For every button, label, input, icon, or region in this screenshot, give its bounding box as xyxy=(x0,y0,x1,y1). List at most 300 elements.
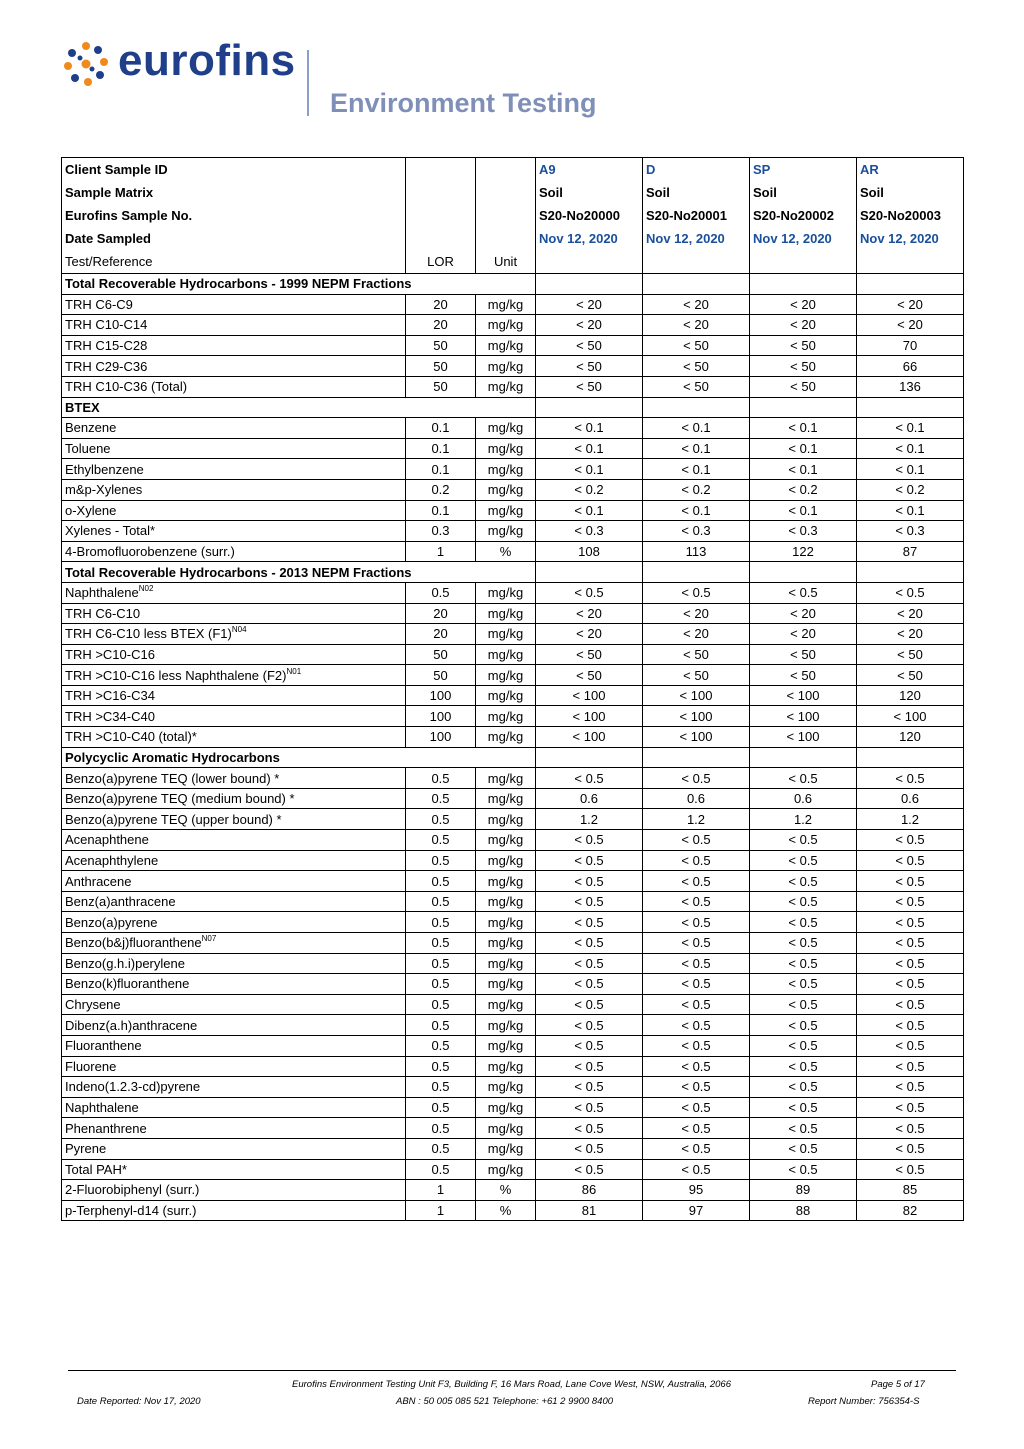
analyte-cell xyxy=(62,1056,406,1077)
result-value: < 0.5 xyxy=(643,933,750,954)
lor-value: 0.5 xyxy=(406,891,476,912)
eurofins-logo-icon xyxy=(62,40,110,88)
result-value: < 0.1 xyxy=(643,438,750,459)
result-value: 0.6 xyxy=(536,788,643,809)
unit-value: % xyxy=(476,1180,536,1201)
header-blank xyxy=(750,250,857,274)
lor-value: 100 xyxy=(406,727,476,748)
sample-number: S20-No20000 xyxy=(536,204,643,227)
analyte-cell xyxy=(62,1200,406,1221)
analyte-name: Naphthalene xyxy=(65,1100,139,1116)
unit-value: mg/kg xyxy=(476,479,536,500)
result-value: < 0.5 xyxy=(857,1077,964,1098)
lor-value: 20 xyxy=(406,603,476,624)
analyte-cell xyxy=(62,830,406,851)
result-value: < 100 xyxy=(750,706,857,727)
result-value: < 0.2 xyxy=(857,479,964,500)
result-value: < 0.5 xyxy=(857,891,964,912)
result-value: 87 xyxy=(857,541,964,562)
analyte-cell xyxy=(62,871,406,892)
result-value: < 0.5 xyxy=(750,768,857,789)
analyte-cell xyxy=(62,1138,406,1159)
unit-value: mg/kg xyxy=(476,294,536,315)
header-blank xyxy=(643,250,750,274)
result-value: < 0.2 xyxy=(750,479,857,500)
section-blank xyxy=(536,397,643,418)
result-value: < 20 xyxy=(857,603,964,624)
header-blank xyxy=(406,158,476,182)
result-value: 88 xyxy=(750,1200,857,1221)
lor-value: 0.1 xyxy=(406,418,476,439)
table-row xyxy=(62,1035,964,1056)
lor-value: 1 xyxy=(406,1200,476,1221)
result-value: < 0.5 xyxy=(750,1097,857,1118)
result-value: < 20 xyxy=(536,624,643,645)
lor-value: 1 xyxy=(406,1180,476,1201)
analyte-name: TRH C10-C14 xyxy=(65,317,148,333)
result-value: < 20 xyxy=(750,294,857,315)
unit-value: mg/kg xyxy=(476,1035,536,1056)
sample-matrix: Soil xyxy=(643,181,750,204)
result-value: < 0.3 xyxy=(857,521,964,542)
table-row xyxy=(62,665,964,686)
sample-date: Nov 12, 2020 xyxy=(750,227,857,250)
result-value: < 50 xyxy=(643,356,750,377)
result-value: < 0.1 xyxy=(643,418,750,439)
lor-value: 0.5 xyxy=(406,912,476,933)
result-value: 113 xyxy=(643,541,750,562)
unit-value: mg/kg xyxy=(476,1077,536,1098)
header-row-sample-no xyxy=(62,204,964,227)
lor-value: 0.5 xyxy=(406,582,476,603)
analyte-cell xyxy=(62,376,406,397)
table-row xyxy=(62,541,964,562)
analyte-name: Pyrene xyxy=(65,1141,107,1157)
result-value: < 0.1 xyxy=(643,459,750,480)
analyte-name: Naphthalene xyxy=(65,585,139,601)
analyte-name: m&p-Xylenes xyxy=(65,482,143,498)
unit-value: mg/kg xyxy=(476,376,536,397)
result-value: 1.2 xyxy=(750,809,857,830)
table-row xyxy=(62,768,964,789)
lor-value: 50 xyxy=(406,356,476,377)
analyte-name: Benzo(a)pyrene xyxy=(65,914,158,930)
lor-value: 0.2 xyxy=(406,479,476,500)
table-row xyxy=(62,871,964,892)
result-value: < 0.5 xyxy=(750,830,857,851)
analyte-name: Dibenz(a.h)anthracene xyxy=(65,1017,198,1033)
unit-value: mg/kg xyxy=(476,665,536,686)
result-value: < 0.3 xyxy=(750,521,857,542)
analyte-cell xyxy=(62,953,406,974)
analyte-cell xyxy=(62,1035,406,1056)
result-value: < 0.5 xyxy=(750,912,857,933)
lor-value: 0.5 xyxy=(406,1015,476,1036)
analyte-name: Benzene xyxy=(65,420,117,436)
result-value: < 0.5 xyxy=(750,1118,857,1139)
lor-value: 0.5 xyxy=(406,974,476,995)
result-value: 81 xyxy=(536,1200,643,1221)
unit-value: mg/kg xyxy=(476,356,536,377)
result-value: < 0.5 xyxy=(643,1159,750,1180)
unit-value: mg/kg xyxy=(476,459,536,480)
sample-date: Nov 12, 2020 xyxy=(857,227,964,250)
result-value: < 50 xyxy=(750,376,857,397)
unit-value: mg/kg xyxy=(476,1118,536,1139)
table-row xyxy=(62,1015,964,1036)
result-value: < 0.3 xyxy=(536,521,643,542)
header-blank xyxy=(536,250,643,274)
lor-value: 0.5 xyxy=(406,830,476,851)
analyte-cell xyxy=(62,624,406,645)
analyte-cell xyxy=(62,1180,406,1201)
unit-value: mg/kg xyxy=(476,624,536,645)
result-value: < 50 xyxy=(643,665,750,686)
result-value: < 0.1 xyxy=(750,418,857,439)
analyte-note: N01 xyxy=(286,666,302,676)
result-value: < 20 xyxy=(750,624,857,645)
table-row xyxy=(62,438,964,459)
header-label: Sample Matrix xyxy=(62,181,406,204)
analyte-cell xyxy=(62,994,406,1015)
result-value: < 0.5 xyxy=(536,1118,643,1139)
result-value: < 0.5 xyxy=(536,1015,643,1036)
table-row xyxy=(62,582,964,603)
result-value: < 0.5 xyxy=(643,1118,750,1139)
lor-value: 0.5 xyxy=(406,1118,476,1139)
result-value: 86 xyxy=(536,1180,643,1201)
brand-name: eurofins xyxy=(118,36,296,85)
footer-abn: ABN : 50 005 085 521 Telephone: +61 2 9900 8400 xyxy=(396,1396,614,1407)
analyte-cell xyxy=(62,809,406,830)
analyte-cell xyxy=(62,727,406,748)
result-value: < 0.5 xyxy=(857,1159,964,1180)
analyte-name: Total PAH* xyxy=(65,1161,127,1177)
table-row xyxy=(62,644,964,665)
footer-report-number: Report Number: 756354-S xyxy=(808,1396,920,1407)
result-value: < 0.5 xyxy=(750,974,857,995)
analyte-name: Xylenes - Total* xyxy=(65,523,156,539)
table-row xyxy=(62,1118,964,1139)
unit-value: mg/kg xyxy=(476,438,536,459)
header-label: Test/Reference xyxy=(62,250,406,274)
result-value: < 0.5 xyxy=(857,974,964,995)
sample-matrix: Soil xyxy=(857,181,964,204)
lor-value: 0.5 xyxy=(406,850,476,871)
header-blank xyxy=(476,158,536,182)
table-row xyxy=(62,603,964,624)
result-value: < 100 xyxy=(536,727,643,748)
analyte-cell xyxy=(62,768,406,789)
analyte-cell xyxy=(62,315,406,336)
result-value: 0.6 xyxy=(643,788,750,809)
lor-value: 0.5 xyxy=(406,871,476,892)
result-value: < 0.5 xyxy=(857,850,964,871)
unit-value: mg/kg xyxy=(476,1138,536,1159)
result-value: < 20 xyxy=(643,603,750,624)
result-value: < 0.5 xyxy=(536,830,643,851)
result-value: < 0.5 xyxy=(857,768,964,789)
table-row xyxy=(62,850,964,871)
result-value: < 0.5 xyxy=(643,582,750,603)
section-blank xyxy=(857,397,964,418)
result-value: 70 xyxy=(857,335,964,356)
unit-value: mg/kg xyxy=(476,521,536,542)
results-table xyxy=(61,157,964,1221)
analyte-cell xyxy=(62,438,406,459)
result-value: 1.2 xyxy=(643,809,750,830)
analyte-cell xyxy=(62,356,406,377)
analyte-cell xyxy=(62,1015,406,1036)
header-row-client-sample-id xyxy=(62,158,964,182)
result-value: 0.6 xyxy=(750,788,857,809)
analyte-name: TRH C6-C10 less BTEX (F1) xyxy=(65,626,232,642)
result-value: < 0.5 xyxy=(536,1159,643,1180)
result-value: < 50 xyxy=(643,644,750,665)
analyte-name: TRH C15-C28 xyxy=(65,338,148,354)
header-row-test-reference xyxy=(62,250,964,274)
result-value: < 0.2 xyxy=(643,479,750,500)
section-blank xyxy=(750,562,857,583)
result-value: < 0.5 xyxy=(643,1077,750,1098)
analyte-name: 4-Bromofluorobenzene (surr.) xyxy=(65,544,235,560)
unit-value: mg/kg xyxy=(476,727,536,748)
analyte-note: N04 xyxy=(231,625,247,635)
lor-value: 100 xyxy=(406,706,476,727)
analyte-name: o-Xylene xyxy=(65,502,117,518)
analyte-name: TRH >C34-C40 xyxy=(65,708,155,724)
result-value: < 0.5 xyxy=(643,974,750,995)
lor-value: 0.5 xyxy=(406,933,476,954)
result-value: < 50 xyxy=(857,665,964,686)
analyte-name: Ethylbenzene xyxy=(65,461,144,477)
analyte-name: Benzo(b&j)fluoranthene xyxy=(65,935,202,951)
analyte-name: Anthracene xyxy=(65,873,132,889)
result-value: < 0.5 xyxy=(857,1097,964,1118)
unit-value: mg/kg xyxy=(476,644,536,665)
analyte-cell xyxy=(62,706,406,727)
result-value: < 20 xyxy=(857,315,964,336)
result-value: < 0.1 xyxy=(750,438,857,459)
results-table-body xyxy=(62,158,964,1221)
result-value: < 0.5 xyxy=(643,912,750,933)
result-value: < 0.5 xyxy=(750,953,857,974)
result-value: 97 xyxy=(643,1200,750,1221)
result-value: < 0.5 xyxy=(857,953,964,974)
unit-value: % xyxy=(476,1200,536,1221)
table-row xyxy=(62,459,964,480)
analyte-cell xyxy=(62,891,406,912)
header-blank xyxy=(476,227,536,250)
unit-value: mg/kg xyxy=(476,1015,536,1036)
result-value: < 0.5 xyxy=(643,1015,750,1036)
result-value: < 0.5 xyxy=(857,1118,964,1139)
analyte-name: Benzo(a)pyrene TEQ (upper bound) * xyxy=(65,811,282,827)
table-row xyxy=(62,500,964,521)
unit-value: mg/kg xyxy=(476,953,536,974)
section-blank xyxy=(857,562,964,583)
lor-value: 50 xyxy=(406,644,476,665)
lor-value: 20 xyxy=(406,624,476,645)
result-value: < 0.1 xyxy=(857,459,964,480)
lor-value: 100 xyxy=(406,685,476,706)
result-value: < 50 xyxy=(750,356,857,377)
result-value: < 100 xyxy=(750,727,857,748)
result-value: < 0.5 xyxy=(536,974,643,995)
lor-value: 0.5 xyxy=(406,953,476,974)
result-value: < 0.1 xyxy=(643,500,750,521)
result-value: 1.2 xyxy=(857,809,964,830)
unit-value: mg/kg xyxy=(476,706,536,727)
analyte-cell xyxy=(62,685,406,706)
analyte-cell xyxy=(62,459,406,480)
table-row xyxy=(62,706,964,727)
table-row xyxy=(62,1097,964,1118)
result-value: < 100 xyxy=(643,685,750,706)
section-blank xyxy=(643,274,750,295)
analyte-name: Phenanthrene xyxy=(65,1120,147,1136)
result-value: < 0.5 xyxy=(536,850,643,871)
section-blank xyxy=(857,747,964,768)
table-row xyxy=(62,912,964,933)
table-row xyxy=(62,953,964,974)
table-row xyxy=(62,356,964,377)
result-value: < 100 xyxy=(750,685,857,706)
sample-number: S20-No20002 xyxy=(750,204,857,227)
result-value: < 0.5 xyxy=(750,1077,857,1098)
result-value: < 50 xyxy=(857,644,964,665)
analyte-name: TRH C10-C36 (Total) xyxy=(65,379,188,395)
unit-value: mg/kg xyxy=(476,768,536,789)
lor-value: 0.5 xyxy=(406,788,476,809)
result-value: < 50 xyxy=(536,376,643,397)
unit-value: mg/kg xyxy=(476,830,536,851)
analyte-name: Chrysene xyxy=(65,997,121,1013)
result-value: < 0.5 xyxy=(536,1138,643,1159)
result-value: < 0.5 xyxy=(536,1097,643,1118)
sample-number: S20-No20001 xyxy=(643,204,750,227)
section-blank xyxy=(750,397,857,418)
result-value: < 50 xyxy=(750,665,857,686)
section-blank xyxy=(643,747,750,768)
unit-value: mg/kg xyxy=(476,685,536,706)
result-value: < 50 xyxy=(750,335,857,356)
result-value: 0.6 xyxy=(857,788,964,809)
result-value: < 0.1 xyxy=(750,459,857,480)
result-value: < 0.5 xyxy=(536,933,643,954)
result-value: < 0.5 xyxy=(536,912,643,933)
result-value: < 0.5 xyxy=(750,871,857,892)
result-value: < 100 xyxy=(536,706,643,727)
analyte-name: Acenaphthene xyxy=(65,832,149,848)
section-title: Polycyclic Aromatic Hydrocarbons xyxy=(62,747,536,768)
lor-value: 0.5 xyxy=(406,768,476,789)
lor-value: 50 xyxy=(406,335,476,356)
footer-date-reported: Date Reported: Nov 17, 2020 xyxy=(77,1396,201,1407)
result-value: < 0.1 xyxy=(750,500,857,521)
lor-value: 50 xyxy=(406,376,476,397)
analyte-cell xyxy=(62,582,406,603)
result-value: < 0.5 xyxy=(750,891,857,912)
analyte-cell xyxy=(62,912,406,933)
result-value: < 0.5 xyxy=(750,1035,857,1056)
analyte-name: 2-Fluorobiphenyl (surr.) xyxy=(65,1182,200,1198)
unit-value: mg/kg xyxy=(476,994,536,1015)
result-value: 95 xyxy=(643,1180,750,1201)
analyte-name: Benzo(k)fluoranthene xyxy=(65,976,190,992)
analyte-name: Indeno(1.2.3-cd)pyrene xyxy=(65,1079,201,1095)
result-value: < 20 xyxy=(750,603,857,624)
section-title: Total Recoverable Hydrocarbons - 1999 NEPM Fractions xyxy=(62,274,536,295)
table-row xyxy=(62,418,964,439)
result-value: < 0.1 xyxy=(857,500,964,521)
result-value: < 0.5 xyxy=(750,582,857,603)
analyte-cell xyxy=(62,294,406,315)
unit-value: mg/kg xyxy=(476,809,536,830)
lor-value: 1 xyxy=(406,541,476,562)
result-value: < 20 xyxy=(643,624,750,645)
unit-value: mg/kg xyxy=(476,1056,536,1077)
analyte-name: TRH >C10-C40 (total)* xyxy=(65,729,197,745)
analyte-name: Benz(a)anthracene xyxy=(65,894,176,910)
result-value: < 20 xyxy=(857,624,964,645)
result-value: < 0.5 xyxy=(750,1138,857,1159)
page-header xyxy=(62,36,662,126)
result-value: < 0.5 xyxy=(750,1015,857,1036)
result-value: < 0.5 xyxy=(536,953,643,974)
result-value: < 0.5 xyxy=(643,1138,750,1159)
result-value: < 0.5 xyxy=(643,830,750,851)
lor-value: 0.5 xyxy=(406,1056,476,1077)
table-row xyxy=(62,994,964,1015)
sample-id: AR xyxy=(857,158,964,182)
result-value: < 0.5 xyxy=(857,1015,964,1036)
analyte-name: TRH >C16-C34 xyxy=(65,688,155,704)
result-value: < 20 xyxy=(536,315,643,336)
table-row xyxy=(62,685,964,706)
header-row-sample-matrix xyxy=(62,181,964,204)
analyte-cell xyxy=(62,1159,406,1180)
analyte-cell xyxy=(62,541,406,562)
table-row xyxy=(62,809,964,830)
result-value: < 0.5 xyxy=(643,871,750,892)
result-value: < 20 xyxy=(643,315,750,336)
section-blank xyxy=(643,397,750,418)
result-value: 89 xyxy=(750,1180,857,1201)
result-value: < 50 xyxy=(536,644,643,665)
section-header-row xyxy=(62,274,964,295)
result-value: < 0.5 xyxy=(857,933,964,954)
table-row xyxy=(62,376,964,397)
result-value: 120 xyxy=(857,727,964,748)
result-value: < 0.5 xyxy=(536,768,643,789)
unit-value: mg/kg xyxy=(476,1159,536,1180)
table-row xyxy=(62,974,964,995)
result-value: < 0.5 xyxy=(643,953,750,974)
result-value: < 0.5 xyxy=(536,871,643,892)
analyte-cell xyxy=(62,418,406,439)
unit-value: mg/kg xyxy=(476,418,536,439)
result-value: 66 xyxy=(857,356,964,377)
table-row xyxy=(62,727,964,748)
analyte-cell xyxy=(62,665,406,686)
section-blank xyxy=(536,274,643,295)
section-blank xyxy=(536,747,643,768)
result-value: 82 xyxy=(857,1200,964,1221)
analyte-name: p-Terphenyl-d14 (surr.) xyxy=(65,1203,197,1219)
result-value: < 0.5 xyxy=(536,994,643,1015)
section-title: BTEX xyxy=(62,397,536,418)
